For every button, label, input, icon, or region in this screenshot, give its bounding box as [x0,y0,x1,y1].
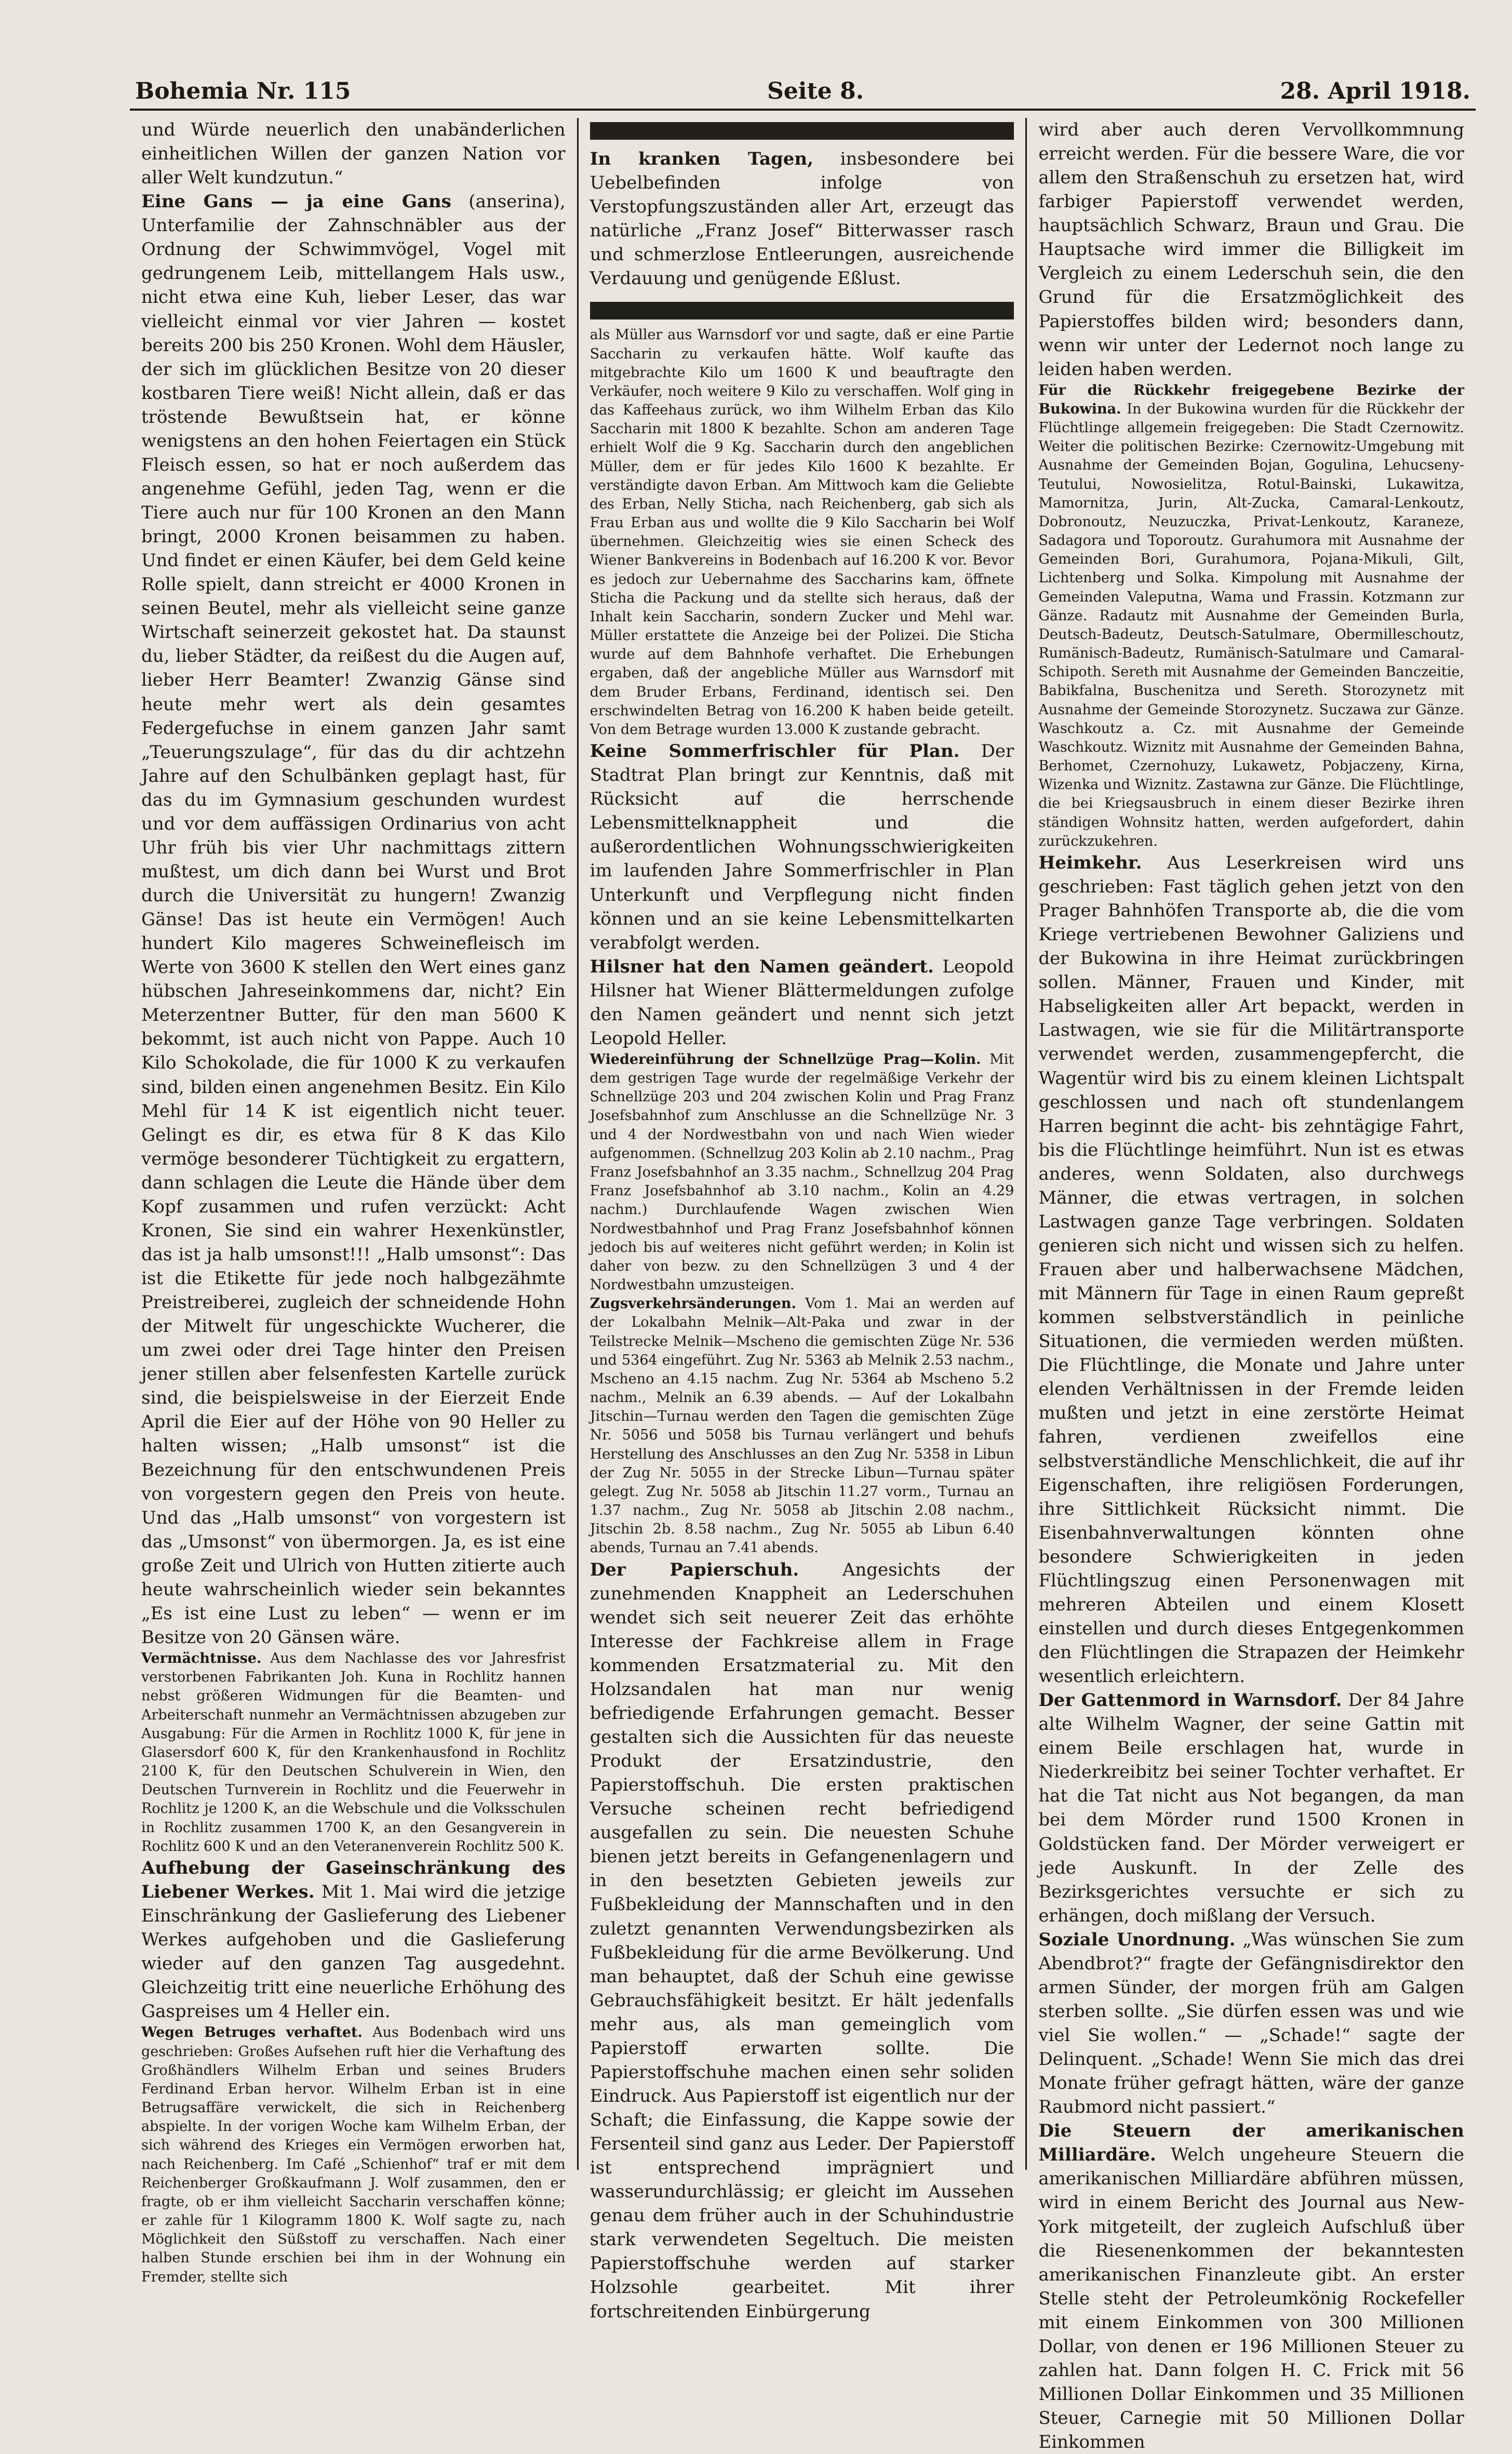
column-2 [579,118,1027,2322]
article-paragraph [141,1856,566,2023]
article-headline: Der Papierschuh. [590,1559,799,1580]
columns [130,118,1476,2453]
article-body: „Was wünschen Sie zum Abendbrot?“ fragte der Gefängnisdirektor den armen Sünder, der morgen früh am Galgen sterben sollte. „Sie dürfen essen was und wie viel Sie wollen.“ — „Schade!“ sagte der Delinquent. „Schade! Wenn Sie mich das drei Monate früher gefragt hätten, wäre der ganze Raubmord nicht passiert.“ [1038,1929,1464,2118]
article-body: Der Stadtrat Plan bringt zur Kenntnis, daß mit Rücksicht auf die herrschende Lebensmittelknappheit und die außerordentlichen Wohnungsschwierigkeiten im laufenden Jahre Sommerfrischler in Plan Unterkunft und Verpflegung nicht finden können und an sie keine Lebensmittelkarten verabfolgt werden. [590,741,1014,953]
article-headline: In kranken Tagen, [590,149,813,169]
article-body: insbesondere bei Uebelbefinden infolge von Verstopfungszuständen aller Art, erzeugt das natürliche „Franz Josef“ Bitterwasser rasch und schmerzlose Entleerungen, ausreichende Verdauung und genügende Eßlust. [590,149,1014,289]
article-body: Aus dem Nachlasse des vor Jahresfrist verstorbenen Fabrikanten Joh. Kuna in Rochlitz hannen nebst größeren Widmungen für die Beamten- und Arbeiterschaft nunmehr an Vermächtnissen abzugeben zur Ausgabung: Für die Armen in Rochlitz 1000 K, für jene in Glasersdorf 600 K, für den Krankenhausfond in Rochlitz 2100 K, für den Deutschen Schulverein in Wien, den Deutschen Turnverein in Rochlitz und die Feuerwehr in Rochlitz je 1200 K, an die Webschule und die Volksschulen in Rochlitz zusammen 1700 K, an den Gesangverein in Rochlitz 600 K und an den Veteranenverein Rochlitz 500 K. [141,1650,566,1855]
article-paragraph [141,190,566,1649]
article-body: Leopold Hilsner hat Wiener Blättermeldungen zufolge den Namen geändert und nennt sich jetzt Leopold Heller. [590,956,1014,1049]
article-paragraph [1038,381,1464,851]
issue-date: 28. April 1918. [1280,78,1470,104]
article-headline: Vermächtnisse. [141,1650,262,1666]
article-body: In der Bukowina wurden für die Rückkehr der Flüchtlinge allgemein freigegeben: Die Stadt Czernowitz. Weiter die politischen Bezirke: Czernowitz-Umgebung mit Ausnahme der Gemeinden Bojan, Gogulina, Lehucseny-Teutului, Nowosielitza, Rotul-Bainski, Lukawitza, Mamornitza, Jurin, Alt-Zucka, Camaral-Lenkoutz, Dobronoutz, Neuzuczka, Privat-Lenkoutz, Karaneze, Sadagora und Toporoutz. Gurahumora mit Ausnahme der Gemeinden Bori, Gurahumora, Pojana-Mikuli, Gilt, Lichtenberg und Solka. Kimpolung mit Ausnahme der Gemeinden Valeputna, Wama und Frassin. Kotzmann zur Gänze. Radautz mit Ausnahme der Gemeinden Burla, Deutsch-Badeutz, Deutsch-Satulmare, Obermilleschoutz, Rumänisch-Badeutz, Rumänisch-Satulmare und Camaral-Schipoth. Sereth mit Ausnahme der Gemeinden Banczeitie, Babikfalna, Buschenitza und Sereth. Storozynetz mit Ausnahme der Gemeinde Storozynetz. Suczawa zur Gänze. Waschkoutz a. Cz. mit Ausnahme der Gemeinde Waschkoutz. Wiznitz mit Ausnahme der Gemeinden Bahna, Berhomet, Czernohuzy, Lukawetz, Pobjaczeny, Kirna, Wizenka und Wiznitz. Zastawna zur Gänze. Die Flüchtlinge, die bei Kriegsausbruch in einem dieser Bezirke ihren ständigen Wohnsitz hatten, werden aufgefordert, dahin zurückzukehren. [1038,401,1464,849]
article-paragraph [590,147,1014,290]
article-body: Aus Bodenbach wird uns geschrieben: Großes Aufsehen ruft hier die Verhaftung des Großhändlers Wilhelm Erban und seines Bruders Ferdinand Erban hervor. Wilhelm Erban ist in eine Betrugsaffäre verwickelt, die sich in Reichenberg abspielte. In der vorigen Woche kam Wilhelm Erban, der sich während des Krieges ein Vermögen erworben hat, nach Reichenberg. Im Café „Schienhof“ traf er mit dem Reichenberger Großkaufmann J. Wolf zusammen, den er fragte, ob er ihm vielleicht Saccharin verschaffen könne; er zahle für 1 Kilogramm 1800 K. Wolf sagte zu, nach Möglichkeit den Süßstoff zu verschaffen. Nach einer halben Stunde erschien bei ihm in der Wohnung ein Fremder, stellte sich [141,2024,566,2285]
article-body: und Würde neuerlich den unabänderlichen einheitlichen Willen der ganzen Nation vor aller Welt kundzutun.“ [141,119,566,189]
article-paragraph [1038,1688,1464,1928]
article-paragraph [1038,851,1464,1688]
article-headline: Keine Sommerfrischler für Plan. [590,741,960,762]
article-headline: Aufhebung der Gaseinschränkung des Liebener Werkes. [141,1857,566,1902]
article-paragraph [141,1649,566,1856]
page-number: Seite 8. [767,78,864,104]
article-paragraph [1038,2119,1464,2454]
article-paragraph [590,326,1014,739]
article-body: als Müller aus Warnsdorf vor und sagte, daß er eine Partie Saccharin zu verkaufen hätte. Wolf kaufte das mitgebrachte Kilo um 1600 K und beauftragte den Verkäufer, noch weitere 9 Kilo zu verschaffen. Wolf ging in das Kaffeehaus zurück, wo ihm Wilhelm Erban das Kilo Saccharin mit 1800 K bezahlte. Schon am anderen Tage erhielt Wolf die 9 Kg. Saccharin durch den angeblichen Müller, dem er für jedes Kilo 1600 K bezahlte. Er verständigte davon Erban. Am Mittwoch kam die Geliebte des Erban, Nelly Sticha, nach Reichenberg, gab sich als Frau Erban aus und wollte die 9 Kilo Saccharin bei Wolf übernehmen. Gleichzeitig wies sie einen Scheck des Wiener Bankvereins in Bodenbach auf 16.200 K vor. Bevor es jedoch zur Uebernahme des Saccharins kam, öffnete Sticha die Packung und da stellte sich heraus, daß der Inhalt kein Saccharin, sondern Zucker und Mehl war. Müller erstattete die Anzeige bei der Polizei. Die Sticha wurde auf dem Bahnhofe verhaftet. Die Erhebungen ergaben, daß der angebliche Müller aus Warnsdorf mit dem Bruder Erbans, Ferdinand, identisch sei. Den erschwindelten Betrag von 16.200 K haben beide geteilt. Von dem Betrage wurden 13.000 K zustande gebracht. [590,327,1014,738]
article-paragraph [590,1295,1014,1557]
article-body: Mit dem gestrigen Tage wurde der regelmäßige Verkehr der Schnellzüge 203 und 204 zwischen Kolin und Prag Franz Josefsbahnhof zum Anschlusse an die Schnellzüge Nr. 3 und 4 der Nordwestbahn von und nach Wien wieder aufgenommen. (Schnellzug 203 Kolin ab 2.10 nachm., Prag Franz Josefsbahnhof an 3.35 nachm., Schnellzug 204 Prag Franz Josefsbahnhof ab 3.10 nachm., Kolin an 4.29 nachm.) Durchlaufende Wagen zwischen Wien Nordwestbahnhof und Prag Franz Josefsbahnhof können jedoch bis auf weiteres nicht geführt werden; in Kolin ist daher von bezw. zu den Schnellzügen 3 und 4 der Nordwestbahn umzusteigen. [590,1051,1014,1293]
article-paragraph [590,955,1014,1050]
article-paragraph [590,739,1014,955]
ad-border-bottom [590,302,1014,319]
page-header [130,78,1476,111]
article-paragraph [141,2023,566,2286]
column-1 [130,118,579,2285]
article-headline: Soziale Unordnung. [1038,1929,1236,1950]
article-headline: Die Steuern der amerikanischen Milliardäre. [1038,2120,1464,2166]
article-headline: Wiedereinführung der Schnellzüge Prag—Kolin. [590,1051,981,1068]
ad-border-top [590,122,1014,140]
article-paragraph [1038,1928,1464,2119]
article-headline: Wegen Betruges verhaftet. [141,2024,363,2041]
issue-label: Bohemia Nr. 115 [135,78,351,104]
article-headline: Eine Gans — ja eine Gans [141,191,451,212]
article-paragraph [590,1558,1014,2324]
article-body: Angesichts der zunehmenden Knappheit an Lederschuhen wendet sich seit neuerer Zeit das erhöhte Interesse der Fachkreise allem in Frage kommenden Ersatzmaterial zu. Mit den Holzsandalen hat man nur wenig befriedigende Erfahrungen gemacht. Besser gestalten sich die Aussichten für das neueste Produkt der Ersatzindustrie, den Papierstoffschuh. Die ersten praktischen Versuche scheinen recht befriedigend ausgefallen zu sein. Die neuesten Schuhe bienen jetzt bereits in Gefangenenlagern und in den besetzten Gebieten jeweils zur Fußbekleidung der Mannschaften und in den zuletzt genannten Verwendungsbezirken als Fußbekleidung für die arme Bevölkerung. Und man behauptet, daß der Schuh eine gewisse Gebrauchsfähigkeit besitzt. Er hält jedenfalls mehr aus, als man gemeinglich vom Papierstoff erwarten sollte. Die Papierstoffschuhe machen einen sehr soliden Eindruck. Aus Papierstoff ist eigentlich nur der Schaft; die Einfassung, die Kappe sowie der Fersenteil sind ganz aus Leder. Der Papierstoff ist entsprechend imprägniert und wasserundurchlässig; er gleicht im Aussehen genau dem früher auch in der Schuhindustrie stark verwendeten Segeltuch. Die meisten Papierstoffschuhe werden auf starker Holzsohle gearbeitet. Mit ihrer fortschreitenden Einbürgerung [590,1559,1014,2322]
article-body: wird aber auch deren Vervollkommnung erreicht werden. Für die bessere Ware, die vor allem den Straßenschuh zu ersetzen hat, wird farbiger Papierstoff verwendet werden, hauptsächlich Schwarz, Braun und Grau. Die Hauptsache wird immer die Billigkeit im Vergleich zu einem Lederschuh sein, die den Grund für die Ersatzmöglichkeit des Papierstoffes bilden wird; besonders dann, wenn wir unter der Ledernot noch lange zu leiden haben werden. [1038,119,1464,380]
article-headline: Heimkehr. [1038,852,1142,873]
column-3 [1027,118,1476,2453]
article-paragraph [590,1050,1014,1295]
article-body: Welch ungeheure Steuern die amerikanischen Milliardäre abführen müssen, wird in einem Bericht des Journal aus New-York mitgeteilt, der zugleich Aufschluß über die Riesenenkommen der bekanntesten amerikanischen Finanzleute gibt. An erster Stelle steht der Petroleumkönig Rockefeller mit einem Einkommen von 300 Millionen Dollar, von denen er 196 Millionen Steuer zu zahlen hat. Dann folgen H. C. Frick mit 56 Millionen Dollar Einkommen und 35 Millionen Steuer, Carnegie mit 50 Millionen Dollar Einkommen [1038,2144,1464,2453]
article-body: Aus Leserkreisen wird uns geschrieben: Fast täglich gehen jetzt von den Prager Bahnhöfen Transporte ab, die die vom Kriege vertriebenen Bewohner Galiziens und der Bukowina in ihre Heimat zurückbringen sollen. Männer, Frauen und Kinder, mit Habseligkeiten aller Art bepackt, werden in Lastwagen, wie sie für die Militärtransporte verwendet werden, zusammengepfercht, die Wagentür wird bis zu einem kleinen Lichtspalt geschlossen und nach oft stundenlangem Harren beginnt die acht- bis zehntägige Fahrt, bis die Flüchtlinge heimführt. Nun ist es etwas anderes, wenn Soldaten, also durchwegs Männer, die etwas vertragen, in solchen Lastwagen ganze Tage verbringen. Soldaten genieren sich nicht und wissen sich zu helfen. Frauen aber und halberwachsene Mädchen, mit Männern für Tage in einen Raum gepreßt kommen selbstverständlich in peinliche Situationen, die vermieden werden müßten. Die Flüchtlinge, die Monate und Jahre unter elenden Verhältnissen in der Fremde leiden mußten und jetzt in eine zerstörte Heimat fahren, verdienen zweifellos eine selbstverständliche Menschlichkeit, die auf ihr Eigenschaften, ihre religiösen Forderungen, ihre Sittlichkeit Rücksicht nimmt. Die Eisenbahnverwaltungen könnten ohne besondere Schwierigkeiten in jeden Flüchtlingszug einen Personenwagen mit mehreren Abteilen und einem Klosett einstellen und durch dieses Entgegenkommen den Flüchtlingen die Strapazen der Heimkehr wesentlich erleichtern. [1038,852,1464,1687]
article-headline: Zugsverkehrsänderungen. [590,1296,796,1312]
article-paragraph [141,118,566,190]
article-paragraph [1038,118,1464,381]
article-headline: Der Gattenmord in Warnsdorf. [1038,1690,1342,1711]
article-body: Der 84 Jahre alte Wilhelm Wagner, der seine Gattin mit einem Beile erschlagen hat, wurde in Niederkreibitz bei seiner Tochter verhaftet. Er hat die Tat nicht aus Not begangen, da man bei dem Mörder rund 1500 Kronen in Goldstücken fand. Der Mörder verweigert er jede Auskunft. In der Zelle des Bezirksgerichtes versuchte er sich zu erhängen, doch mißlang der Versuch. [1038,1690,1464,1926]
article-body: Mit 1. Mai wird die jetzige Einschränkung der Gaslieferung des Liebener Werkes aufgehoben und die Gaslieferung wieder auf den ganzen Tag ausgedehnt. Gleichzeitig tritt eine neuerliche Erhöhung des Gaspreises um 4 Heller ein. [141,1881,566,2022]
article-headline: Hilsner hat den Namen geändert. [590,956,934,977]
article-headline: Für die Rückkehr freigegebene Bezirke der Bukowina. [1038,382,1464,417]
article-body: (anserina), Unterfamilie der Zahnschnäbler aus der Ordnung der Schwimmvögel, Vogel mit gedrungenem Leib, mittellangem Hals usw., nicht etwa eine Kuh, lieber Leser, das war vielleicht einmal vor vier Jahren — kostet bereits 200 bis 250 Kronen. Wohl dem Häusler, der sich im glücklichen Besitze von 20 dieser kostbaren Tiere weiß! Nicht allein, daß er das tröstende Bewußtsein hat, er könne wenigstens an den hohen Feiertagen ein Stück Fleisch essen, so hat er noch außerdem das angenehme Gefühl, jeden Tag, wenn er die Tiere auch nur für 100 Kronen an den Mann bringt, 2000 Kronen beisammen zu haben. Und findet er einen Käufer, bei dem Geld keine Rolle spielt, dann streicht er 4000 Kronen in seinen Beutel, mehr als vielleicht seine ganze Wirtschaft seinerzeit gekostet hat. Da staunst du, lieber Städter, da reißest du die Augen auf, lieber Herr Beamter! Zwanzig Gänse sind heute mehr wert als dein gesamtes Federgefuchse in einem ganzen Jahr samt „Teuerungszulage“, für das du dir achtzehn Jahre auf den Schulbänken geplagt hast, für das du im Gymnasium geschunden wurdest und vor dem auffässigen Ordinarius von acht Uhr früh bis vier Uhr nachmittags zittern mußtest, um dich dann bei Wurst und Brot durch die Universität zu hungern! Zwanzig Gänse! Das ist heute ein Vermögen! Auch hundert Kilo mageres Schweinefleisch im Werte von 3600 K stellen den Wert eines ganz hübschen Jahreseinkommens dar, nicht? Ein Meterzentner Butter, für den man 5600 K bekommt, ist auch nicht von Pappe. Auch 10 Kilo Schokolade, die für 1000 K zu verkaufen sind, bilden einen angenehmen Besitz. Ein Kilo Mehl für 14 K ist eigentlich nicht teuer. Gelingt es dir, es etwa für 8 K das Kilo vermöge besonderer Tüchtigkeit zu ergattern, dann schlagen die Leute die Hände über dem Kopf zusammen und rufen verzückt: Acht Kronen, Sie sind ein wahrer Hexenkünstler, das ist ja halb umsonst!!! „Halb umsonst“: Das ist die Etikette für jede noch halbgezähmte Preistreiberei, zugleich der schneidende Hohn der Mitwelt für ungeschickte Wucherer, die um zwei oder drei Tage hinter den Preisen jener stillen aber felsenfesten Kartelle zurück sind, die beispielsweise in der Eierzeit Ende April die Eier auf der Höhe von 90 Heller zu halten wissen; „Halb umsonst“ ist die Bezeichnung für den entschwundenen Preis von vorgestern gegen den Preis von heute. Und das „Halb umsonst“ von vorgestern ist das „Umsonst“ von übermorgen. Ja, es ist eine große Zeit und Ulrich von Hutten zitierte auch heute wahrscheinlich wieder sein bekanntes „Es ist eine Lust zu leben“ — wenn er im Besitze von 20 Gänsen wäre. [141,191,566,1648]
article-body: Vom 1. Mai an werden auf der Lokalbahn Melnik—Alt-Paka und zwar in der Teilstrecke Melnik—Mscheno die gemischten Züge Nr. 536 und 5364 eingeführt. Zug Nr. 5363 ab Melnik 2.53 nachm., Mscheno an 4.15 nachm. Zug Nr. 5364 ab Mscheno 5.2 nachm., Melnik an 6.39 abends. — Auf der Lokalbahn Jitschin—Turnau werden den Tagen die gemischten Züge Nr. 5056 und 5058 bis Turnau verlängert und behufs Herstellung des Anschlusses an den Zug Nr. 5358 in Libun der Zug Nr. 5055 in der Strecke Libun—Turnau später gelegt. Zug Nr. 5058 ab Jitschin 11.27 vorm., Turnau an 1.37 nachm., Zug Nr. 5058 ab Jitschin 2.08 nachm., Jitschin 2b. 8.58 nachm., Zug Nr. 5055 ab Libun 6.40 abends, Turnau an 7.41 abends. [590,1296,1014,1556]
